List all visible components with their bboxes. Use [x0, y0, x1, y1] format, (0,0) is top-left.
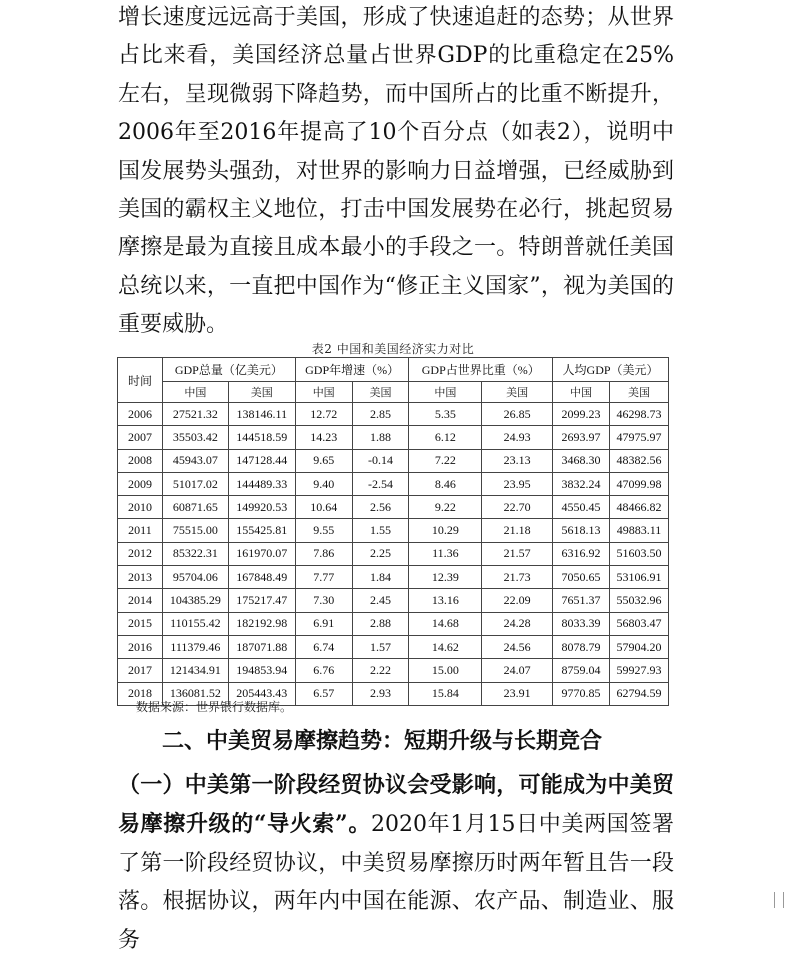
- table-cell: 23.95: [482, 472, 553, 495]
- table-body: [118, 403, 669, 706]
- subheader-china: 中国: [553, 382, 610, 403]
- table-cell: 48466.82: [610, 496, 669, 519]
- subsection-lead: （一）中美第一阶段经贸协议会受影响，可能成为中美贸易摩擦升级的“导火索”。: [118, 772, 674, 838]
- table-cell-year: 2009: [118, 472, 163, 495]
- table-cell: 144489.33: [228, 472, 295, 495]
- subheader-china: 中国: [409, 382, 482, 403]
- table-cell-year: 2017: [118, 659, 163, 682]
- table-cell: 205443.43: [228, 682, 295, 705]
- table-cell: 23.13: [482, 449, 553, 472]
- table-cell: 10.64: [295, 496, 352, 519]
- table-cell: 53106.91: [610, 566, 669, 589]
- table-cell: 23.91: [482, 682, 553, 705]
- table-cell: 47975.97: [610, 426, 669, 449]
- table-cell: 14.68: [409, 612, 482, 635]
- table-cell: 6.57: [295, 682, 352, 705]
- table-cell-year: 2016: [118, 635, 163, 658]
- table-cell: 48382.56: [610, 449, 669, 472]
- subheader-us: 美国: [352, 382, 409, 403]
- table-cell: 46298.73: [610, 403, 669, 426]
- table-cell: 60871.65: [162, 496, 228, 519]
- body-paragraph-section1: [118, 766, 674, 960]
- table-cell: -2.54: [352, 472, 409, 495]
- table-cell: 182192.98: [228, 612, 295, 635]
- table-row: [118, 426, 669, 449]
- table-cell: 45943.07: [162, 449, 228, 472]
- table-cell: 12.39: [409, 566, 482, 589]
- table-row: [118, 566, 669, 589]
- table-cell-year: 2008: [118, 449, 163, 472]
- table-source-note: 数据来源：世界银行数据库。: [136, 700, 293, 714]
- table-cell: 3468.30: [553, 449, 610, 472]
- table-row: [118, 472, 669, 495]
- table-cell: 6.12: [409, 426, 482, 449]
- subheader-us: 美国: [610, 382, 669, 403]
- table-cell: 51017.02: [162, 472, 228, 495]
- table-cell: 161970.07: [228, 542, 295, 565]
- table-cell: 56803.47: [610, 612, 669, 635]
- table-cell: 8078.79: [553, 635, 610, 658]
- table-cell: 7.77: [295, 566, 352, 589]
- table-row: [118, 496, 669, 519]
- table-cell: 2693.97: [553, 426, 610, 449]
- table-cell: 7.30: [295, 589, 352, 612]
- table-cell: 155425.81: [228, 519, 295, 542]
- subheader-china: 中国: [162, 382, 228, 403]
- table-cell: 194853.94: [228, 659, 295, 682]
- table-cell: 6316.92: [553, 542, 610, 565]
- table-cell: 111379.46: [162, 635, 228, 658]
- table-cell: 149920.53: [228, 496, 295, 519]
- table-cell: 147128.44: [228, 449, 295, 472]
- subheader-china: 中国: [295, 382, 352, 403]
- header-gdp-per-capita: 人均GDP（美元）: [553, 358, 669, 382]
- table-row: [118, 519, 669, 542]
- table-cell-year: 2014: [118, 589, 163, 612]
- table-cell: 7050.65: [553, 566, 610, 589]
- table-cell: 1.84: [352, 566, 409, 589]
- table-cell: -0.14: [352, 449, 409, 472]
- table-cell: 121434.91: [162, 659, 228, 682]
- table-cell: 26.85: [482, 403, 553, 426]
- table-cell: 2.88: [352, 612, 409, 635]
- table-cell: 110155.42: [162, 612, 228, 635]
- table-cell: 2.56: [352, 496, 409, 519]
- table-cell-year: 2013: [118, 566, 163, 589]
- table-cell: 22.09: [482, 589, 553, 612]
- table-cell: 21.18: [482, 519, 553, 542]
- table-cell: 51603.50: [610, 542, 669, 565]
- table-cell: 47099.98: [610, 472, 669, 495]
- table-cell: 8.46: [409, 472, 482, 495]
- table-cell: 14.62: [409, 635, 482, 658]
- table-cell: 9.22: [409, 496, 482, 519]
- table-cell: 7.86: [295, 542, 352, 565]
- header-time: 时间: [118, 358, 163, 403]
- economic-comparison-table: [117, 357, 669, 706]
- table-cell: 104385.29: [162, 589, 228, 612]
- table-cell-year: 2018: [118, 682, 163, 705]
- table-cell: 2099.23: [553, 403, 610, 426]
- table-cell: 1.55: [352, 519, 409, 542]
- table-cell: 9770.85: [553, 682, 610, 705]
- table-cell-year: 2007: [118, 426, 163, 449]
- table-cell: 59927.93: [610, 659, 669, 682]
- table-cell: 144518.59: [228, 426, 295, 449]
- table-caption: 表2 中国和美国经济实力对比: [311, 342, 475, 356]
- table-cell: 4550.45: [553, 496, 610, 519]
- subheader-us: 美国: [482, 382, 553, 403]
- table-cell: 10.29: [409, 519, 482, 542]
- table-cell: 8759.04: [553, 659, 610, 682]
- table-cell: 2.22: [352, 659, 409, 682]
- table-cell: 15.00: [409, 659, 482, 682]
- table-cell: 27521.32: [162, 403, 228, 426]
- table-cell: 187071.88: [228, 635, 295, 658]
- table-cell: 22.70: [482, 496, 553, 519]
- table-cell: 35503.42: [162, 426, 228, 449]
- table-cell: 2.25: [352, 542, 409, 565]
- table-row: [118, 659, 669, 682]
- table-cell: 175217.47: [228, 589, 295, 612]
- table-cell: 9.65: [295, 449, 352, 472]
- table-row: [118, 589, 669, 612]
- table-cell: 138146.11: [228, 403, 295, 426]
- table-cell: 62794.59: [610, 682, 669, 705]
- table-cell: 13.16: [409, 589, 482, 612]
- table-cell: 167848.49: [228, 566, 295, 589]
- table-cell: 24.28: [482, 612, 553, 635]
- table-cell: 8033.39: [553, 612, 610, 635]
- table-cell: 95704.06: [162, 566, 228, 589]
- header-gdp-world-share: GDP占世界比重（%）: [409, 358, 553, 382]
- table-cell: 15.84: [409, 682, 482, 705]
- table-cell: 24.07: [482, 659, 553, 682]
- table-row: [118, 403, 669, 426]
- table-cell-year: 2011: [118, 519, 163, 542]
- section-heading: 二、中美贸易摩擦趋势：短期升级与长期竞合: [162, 728, 603, 754]
- table-row: [118, 449, 669, 472]
- table-cell-year: 2006: [118, 403, 163, 426]
- table-cell: 6.74: [295, 635, 352, 658]
- table-cell: 21.73: [482, 566, 553, 589]
- subsection-body: 2020年1月15日中美两国签署了第一阶段经贸协议，中美贸易摩擦历时两年暂且告一段落。根据协议，两年内中国在能源、农产品、制造业、服务: [118, 812, 674, 953]
- subheader-us: 美国: [228, 382, 295, 403]
- table-cell: 6.76: [295, 659, 352, 682]
- table-cell: 24.93: [482, 426, 553, 449]
- table-row: [118, 542, 669, 565]
- table-cell: 1.88: [352, 426, 409, 449]
- table-cell: 75515.00: [162, 519, 228, 542]
- table-cell: 2.45: [352, 589, 409, 612]
- table-cell: 9.55: [295, 519, 352, 542]
- table-cell: 11.36: [409, 542, 482, 565]
- table-cell: 49883.11: [610, 519, 669, 542]
- table-cell: 5.35: [409, 403, 482, 426]
- table-cell: 12.72: [295, 403, 352, 426]
- body-paragraph-intro: 增长速度远远高于美国，形成了快速追赶的态势；从世界占比来看，美国经济总量占世界GDP的比重稳定在25%左右，呈现微弱下降趋势，而中国所占的比重不断提升，2006年至2016年提高了10个百分点（如表2），说明中国发展势头强劲，对世界的影响力日益增强，已经威胁到美国的霸权主义地位，打击中国发展势在必行，挑起贸易摩擦是最为直接且成本最小的手段之一。特朗普就任美国总统以来，一直把中国作为“修正主义国家”，视为美国的重要威胁。: [118, 5, 674, 338]
- table-cell: 3832.24: [553, 472, 610, 495]
- table-cell: 85322.31: [162, 542, 228, 565]
- table-cell-year: 2015: [118, 612, 163, 635]
- table-cell: 1.57: [352, 635, 409, 658]
- header-gdp-total: GDP总量（亿美元）: [162, 358, 295, 382]
- table-cell: 24.56: [482, 635, 553, 658]
- table-cell-year: 2010: [118, 496, 163, 519]
- table-cell: 21.57: [482, 542, 553, 565]
- table-cell: 6.91: [295, 612, 352, 635]
- table-cell: 2.85: [352, 403, 409, 426]
- table-cell: 14.23: [295, 426, 352, 449]
- table-cell: 55032.96: [610, 589, 669, 612]
- table-cell: 5618.13: [553, 519, 610, 542]
- header-gdp-growth: GDP年增速（%）: [295, 358, 409, 382]
- table-cell: 2.93: [352, 682, 409, 705]
- table-row: [118, 635, 669, 658]
- table-cell-year: 2012: [118, 542, 163, 565]
- table-cell: 9.40: [295, 472, 352, 495]
- table-cell: 57904.20: [610, 635, 669, 658]
- table-cell: 136081.52: [162, 682, 228, 705]
- scan-edge-mark: [774, 892, 784, 908]
- table-cell: 7651.37: [553, 589, 610, 612]
- table-cell: 7.22: [409, 449, 482, 472]
- table-row: [118, 612, 669, 635]
